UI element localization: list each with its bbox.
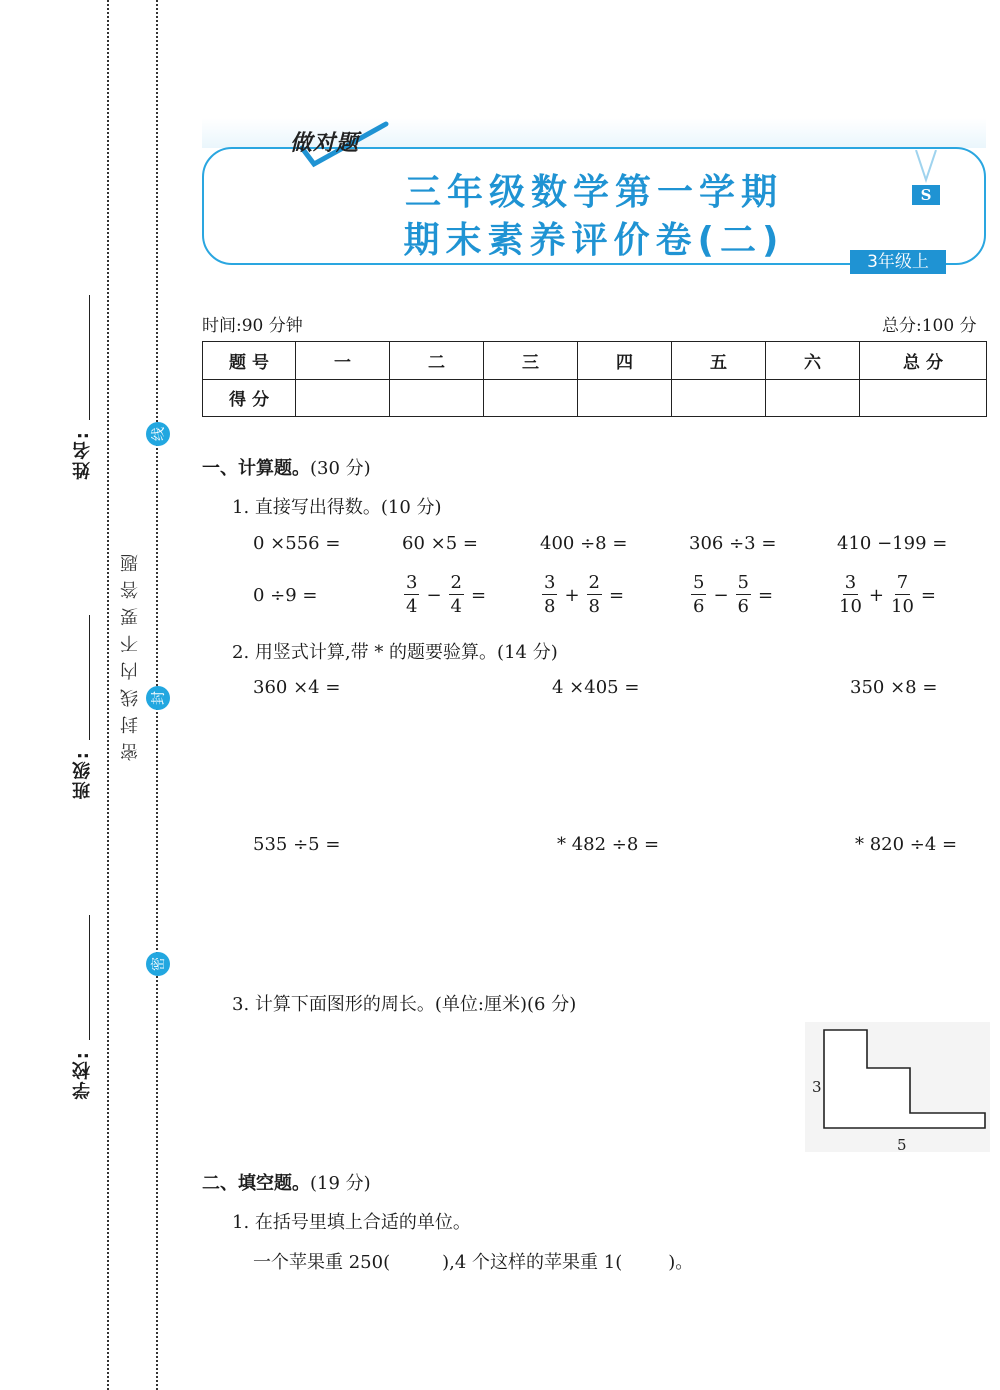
equals-sign: = <box>609 584 625 606</box>
q1-title: 1. 直接写出得数。(10 分) <box>232 497 442 518</box>
fraction-numerator: 7 <box>896 572 909 593</box>
score-header-cell: 一 <box>296 342 390 380</box>
score-table-header-row <box>203 342 987 380</box>
seal-warning-text: 密封线内不要答题 <box>120 545 141 761</box>
title-line-1: 三年级数学第一学期 <box>404 172 783 213</box>
q2-expression: * 482 ÷8 = <box>557 834 660 855</box>
fraction-expression <box>540 574 629 616</box>
score-header-cell: 题 号 <box>203 342 296 380</box>
brand-logo-text: 做对题 <box>290 131 360 156</box>
grade-tag: 3年级上 <box>850 250 946 274</box>
exam-time: 时间:90 分钟 <box>202 316 303 336</box>
score-input-cell[interactable] <box>766 379 860 417</box>
section2-heading <box>202 1169 371 1195</box>
staircase-figure <box>805 1022 990 1162</box>
fraction-numerator: 5 <box>737 572 749 593</box>
score-header-cell: 六 <box>766 342 860 380</box>
s2-q1-title: 1. 在括号里填上合适的单位。 <box>232 1212 471 1233</box>
sentence-part: ),4 个这样的苹果重 1( <box>442 1252 623 1273</box>
sentence-part: )。 <box>668 1252 694 1273</box>
section1-points: (30 分) <box>310 458 371 479</box>
fraction-operator: + <box>564 584 580 606</box>
q2-expression: 360 ×4 = <box>253 677 341 698</box>
score-input-cell[interactable] <box>860 379 987 417</box>
fraction-expression <box>402 574 491 616</box>
s2-q1-sentence <box>253 1248 693 1274</box>
name-label: 姓名: <box>72 430 93 480</box>
s-badge: S <box>912 185 940 205</box>
q1-expression: 0 ÷9 = <box>253 585 318 606</box>
equals-sign: = <box>758 584 774 606</box>
school-write-line[interactable] <box>89 915 90 1040</box>
q2-expression: 535 ÷5 = <box>253 834 341 855</box>
class-write-line[interactable] <box>89 615 90 740</box>
fraction-denominator: 10 <box>891 596 914 617</box>
fraction-numerator: 3 <box>544 572 556 593</box>
score-header-cell: 四 <box>578 342 672 380</box>
score-row-label: 得 分 <box>203 379 296 417</box>
fraction-numerator: 2 <box>588 572 600 593</box>
fraction-numerator: 3 <box>406 572 418 593</box>
sentence-part: 一个苹果重 250( <box>253 1252 391 1273</box>
q1-expression: 60 ×5 = <box>402 533 478 554</box>
fraction-numerator: 5 <box>693 572 705 593</box>
exam-total-score: 总分:100 分 <box>882 316 977 336</box>
q3-title: 3. 计算下面图形的周长。(单位:厘米)(6 分) <box>232 994 577 1015</box>
equals-sign: = <box>471 584 487 606</box>
fraction-denominator: 6 <box>737 596 749 617</box>
fraction-numerator: 2 <box>450 572 462 593</box>
fraction-expression <box>689 574 778 616</box>
fraction-denominator: 8 <box>588 596 600 617</box>
badge-ribbon-icon <box>912 150 940 186</box>
score-table <box>202 341 987 417</box>
badge-secret: 密 <box>146 952 170 976</box>
fraction-denominator: 6 <box>693 596 705 617</box>
fraction-expression <box>837 574 941 616</box>
badge-line: 线 <box>146 422 170 446</box>
q1-expression: 410 −199 = <box>837 533 948 554</box>
section1-title: 一、计算题。 <box>202 458 310 479</box>
fraction-denominator: 8 <box>544 596 556 617</box>
q2-expression: 4 ×405 = <box>552 677 640 698</box>
q1-expression: 400 ÷8 = <box>540 533 628 554</box>
fraction-denominator: 4 <box>406 596 418 617</box>
school-label: 学校: <box>72 1050 93 1100</box>
fraction-operator: − <box>713 584 729 606</box>
score-header-cell: 三 <box>484 342 578 380</box>
name-write-line[interactable] <box>89 295 90 420</box>
score-header-cell: 二 <box>390 342 484 380</box>
section2-points: (19 分) <box>310 1173 371 1194</box>
figure-width-label: 5 <box>897 1136 907 1154</box>
fraction-denominator: 4 <box>450 596 462 617</box>
q1-expression: 0 ×556 = <box>253 533 341 554</box>
score-input-cell[interactable] <box>296 379 390 417</box>
q1-expression: 306 ÷3 = <box>689 533 777 554</box>
score-input-cell[interactable] <box>578 379 672 417</box>
score-input-cell[interactable] <box>390 379 484 417</box>
fraction-operator: − <box>426 584 442 606</box>
q2-expression: 350 ×8 = <box>850 677 938 698</box>
score-input-cell[interactable] <box>672 379 766 417</box>
fraction-numerator: 3 <box>844 572 857 593</box>
score-table-value-row <box>203 379 987 417</box>
fraction-denominator: 10 <box>839 596 862 617</box>
section2-title: 二、填空题。 <box>202 1173 310 1194</box>
score-header-cell: 五 <box>672 342 766 380</box>
score-input-cell[interactable] <box>484 379 578 417</box>
badge-seal: 封 <box>146 686 170 710</box>
figure-height-label: 3 <box>812 1078 822 1096</box>
q2-expression: * 820 ÷4 = <box>855 834 958 855</box>
title-line-2: 期末素养评价卷(二) <box>403 220 785 261</box>
equals-sign: = <box>920 584 936 606</box>
class-label: 班级: <box>72 750 93 800</box>
fraction-operator: + <box>868 584 884 606</box>
q2-title: 2. 用竖式计算,带 * 的题要验算。(14 分) <box>232 642 558 663</box>
section1-heading <box>202 454 371 480</box>
binding-dotted-line-outer <box>107 0 109 1390</box>
score-header-cell: 总 分 <box>860 342 987 380</box>
